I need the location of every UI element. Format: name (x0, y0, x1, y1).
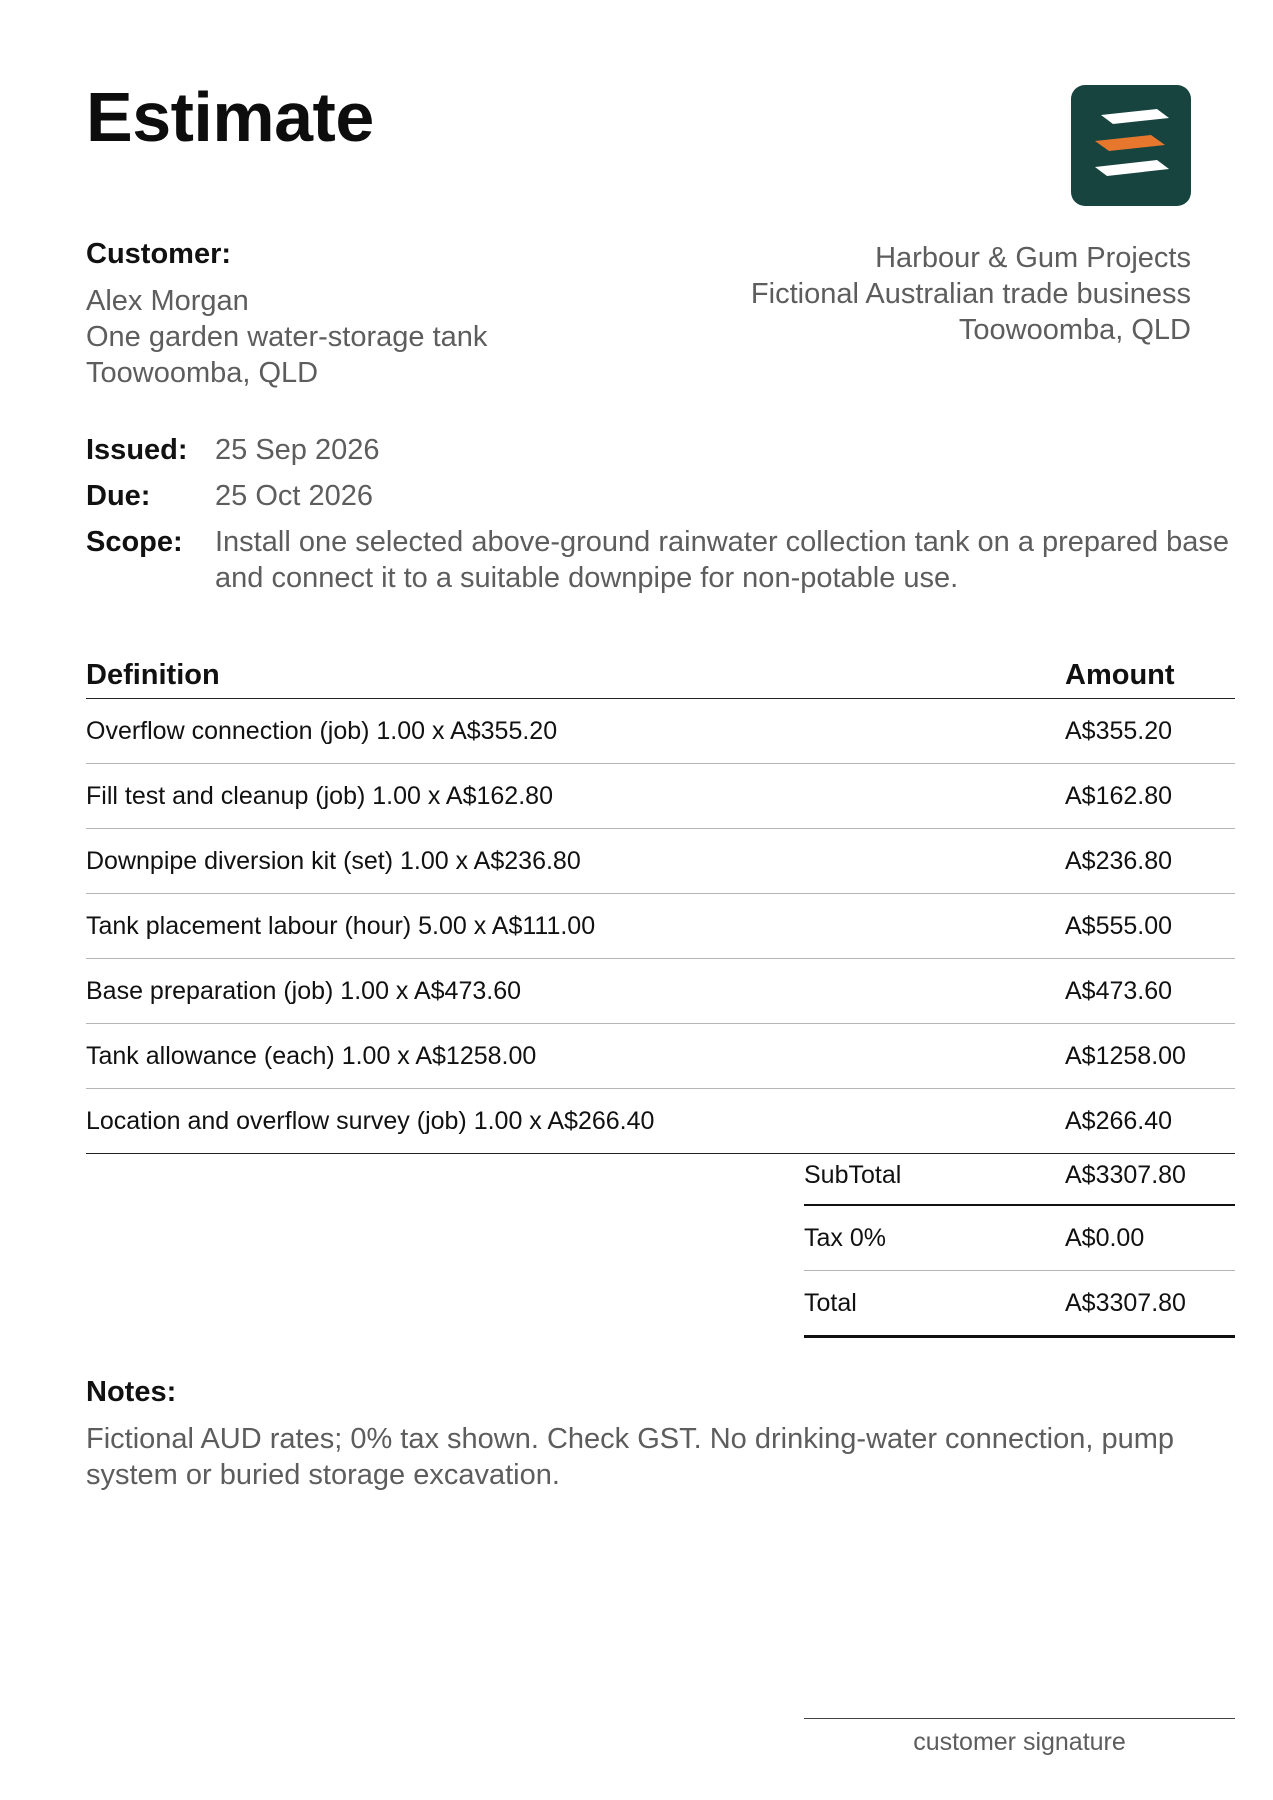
notes-block (86, 1376, 1236, 1493)
row-amount: A$236.80 (1065, 846, 1173, 875)
signature-label: customer signature (913, 1728, 1126, 1756)
issued-date: 25 Sep 2026 (215, 434, 380, 466)
line-items-table (86, 652, 1235, 1154)
notes-label: Notes: (86, 1376, 177, 1408)
total-row (804, 1271, 1235, 1338)
row-definition: Tank placement labour (hour) 5.00 x A$111.00 (86, 911, 596, 940)
table-row (86, 764, 1235, 829)
subtotal-label: SubTotal (804, 1160, 902, 1189)
row-amount: A$355.20 (1065, 716, 1173, 745)
row-definition: Downpipe diversion kit (set) 1.00 x A$236.80 (86, 846, 581, 875)
logo-stripes-icon (1071, 85, 1191, 206)
estimate-meta (86, 432, 1236, 606)
table-row (86, 894, 1235, 959)
scope-label: Scope: (86, 526, 183, 558)
due-date: 25 Oct 2026 (215, 480, 373, 512)
tax-label: Tax 0% (804, 1223, 886, 1252)
row-definition: Overflow connection (job) 1.00 x A$355.20 (86, 716, 558, 745)
issued-label: Issued: (86, 434, 188, 466)
scope-text: Install one selected above-ground rainwater collection tank on a prepared base and connect it to a suitable downpipe for non-potable use. (215, 526, 1230, 594)
subtotal-value: A$3307.80 (1065, 1160, 1186, 1189)
table-header (86, 652, 1235, 699)
page-title: Estimate (86, 78, 374, 156)
issued-row (86, 432, 1236, 468)
tax-value: A$0.00 (1065, 1223, 1145, 1252)
company-logo (1071, 85, 1191, 206)
row-definition: Fill test and cleanup (job) 1.00 x A$162.80 (86, 781, 553, 810)
table-row (86, 1089, 1235, 1154)
company-descriptor: Fictional Australian trade business (750, 278, 1191, 310)
due-row (86, 478, 1236, 514)
amount-header: Amount (1065, 658, 1175, 691)
signature-line (804, 1718, 1235, 1719)
table-row (86, 959, 1235, 1024)
table-row (86, 1024, 1235, 1089)
table-row (86, 699, 1235, 764)
company-location: Toowoomba, QLD (958, 314, 1191, 346)
scope-row (86, 524, 1236, 596)
row-amount: A$162.80 (1065, 781, 1173, 810)
tax-row (804, 1206, 1235, 1271)
customer-name: Alex Morgan (86, 285, 249, 317)
row-amount: A$555.00 (1065, 911, 1173, 940)
customer-block (86, 238, 646, 391)
table-row (86, 829, 1235, 894)
company-block (631, 240, 1191, 348)
customer-label: Customer: (86, 238, 232, 270)
notes-text: Fictional AUD rates; 0% tax shown. Check GST. No drinking-water connection, pump system or buried storage excavation. (86, 1423, 1174, 1491)
row-definition: Tank allowance (each) 1.00 x A$1258.00 (86, 1041, 537, 1070)
definition-header: Definition (86, 658, 220, 691)
subtotal-row (804, 1146, 1235, 1206)
totals-block (804, 1146, 1235, 1338)
customer-location: Toowoomba, QLD (86, 357, 319, 389)
row-amount: A$1258.00 (1065, 1041, 1186, 1070)
due-label: Due: (86, 480, 151, 512)
row-definition: Base preparation (job) 1.00 x A$473.60 (86, 976, 522, 1005)
company-name: Harbour & Gum Projects (875, 242, 1191, 274)
row-amount: A$473.60 (1065, 976, 1173, 1005)
total-label: Total (804, 1288, 857, 1317)
row-definition: Location and overflow survey (job) 1.00 x A$266.40 (86, 1106, 655, 1135)
row-amount: A$266.40 (1065, 1106, 1173, 1135)
total-value: A$3307.80 (1065, 1288, 1186, 1317)
customer-project: One garden water-storage tank (86, 321, 488, 353)
